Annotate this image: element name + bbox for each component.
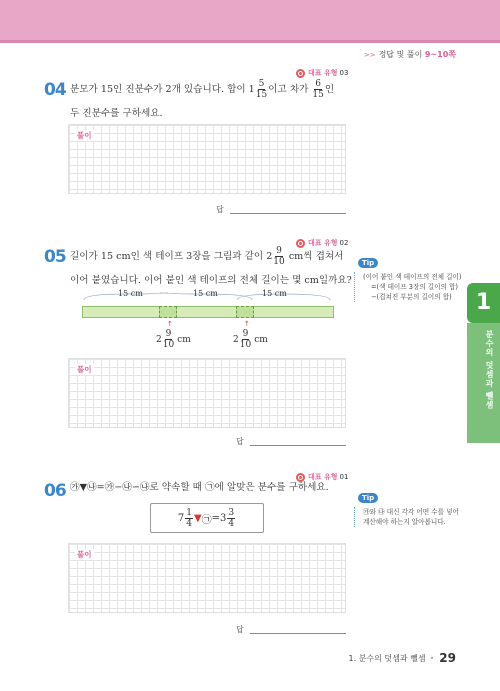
type-tag-label: 대표 유형 xyxy=(308,239,338,247)
overlap-unit: cm xyxy=(177,334,191,345)
tape-overlap-2 xyxy=(236,306,254,318)
top-banner-line xyxy=(0,40,500,43)
eq-operator: ▼ xyxy=(193,512,202,524)
answer-ref-text: 정답 및 풀이 xyxy=(378,50,423,59)
q04-answer-label: 답 xyxy=(216,205,224,214)
q04-text-line2: 두 진분수를 구하세요. xyxy=(70,108,163,119)
fraction-denominator: 15 xyxy=(312,90,324,100)
fraction-denominator: 10 xyxy=(162,340,175,350)
q04-text-a: 분모가 15인 진분수가 2개 있습니다. 합이 1 xyxy=(70,84,255,95)
q04-number: 04 xyxy=(44,80,66,100)
fraction xyxy=(256,79,267,100)
fraction xyxy=(312,79,323,100)
overlap-unit: cm xyxy=(254,334,268,345)
q04-text-c: 인 xyxy=(324,84,335,95)
fraction-numerator: 1 xyxy=(186,507,192,518)
q04-text xyxy=(70,78,355,126)
q06-work-area[interactable] xyxy=(68,543,346,613)
footer-chapter: 1. 분수의 덧셈과 뺄셈 xyxy=(348,653,426,663)
q06-tip xyxy=(354,485,462,527)
fraction-denominator: 10 xyxy=(239,340,252,350)
eq-left-whole: 7 xyxy=(177,512,185,524)
color-tape xyxy=(82,306,334,318)
q04-answer-line[interactable] xyxy=(230,213,346,214)
tip-line: −(겹쳐진 부분의 길이의 합) xyxy=(371,293,452,301)
tip-line: (이어 붙인 색 테이프의 전체 길이) xyxy=(363,273,462,281)
eq-right-whole: 3 xyxy=(220,512,227,524)
tip-line: =(색 테이프 3장의 길이의 합) xyxy=(371,283,458,291)
tip-badge: Tip xyxy=(358,493,378,503)
fraction xyxy=(240,329,251,350)
fraction-numerator: 9 xyxy=(242,329,249,339)
fraction xyxy=(185,508,193,529)
eq-variable: ㉠ xyxy=(201,514,212,526)
q06-text: ㉮▼㉯=㉮−㉯−㉯로 약속할 때 ㉠에 알맞은 분수를 구하세요. xyxy=(70,482,329,493)
q05-text xyxy=(70,245,360,293)
q05-text-line2: 이어 붙였습니다. 이어 붙인 색 테이프의 전체 길이는 몇 cm일까요? xyxy=(70,275,352,286)
tape-overlap-1 xyxy=(159,306,177,318)
q06-number: 06 xyxy=(44,481,66,501)
overlap-arrow-1: ↑ xyxy=(167,320,173,328)
overlap-label-1 xyxy=(156,329,191,350)
q06-equation-box xyxy=(150,503,264,533)
tip-badge: Tip xyxy=(358,258,378,268)
fraction-numerator: 6 xyxy=(315,79,322,89)
fraction-denominator: 4 xyxy=(228,518,235,529)
tape-label-2: 15 cm xyxy=(193,289,218,298)
q05-number: 05 xyxy=(44,247,66,267)
double-arrow-icon: >> xyxy=(363,51,376,59)
q06-answer-label: 답 xyxy=(236,625,244,634)
q04-work-area[interactable] xyxy=(68,124,346,194)
q04-text-b: 이고 차가 xyxy=(268,84,309,95)
fraction-denominator: 4 xyxy=(186,518,192,529)
tip-body: ㉮와 ㉯ 대신 각각 어떤 수를 넣어 계산해야 하는지 알아봅니다. xyxy=(354,507,462,527)
tape-label-3: 15 cm xyxy=(262,289,287,298)
answer-ref-pages: 9~10쪽 xyxy=(424,50,456,59)
fraction-numerator: 9 xyxy=(276,246,282,256)
fraction-denominator: 10 xyxy=(273,257,285,267)
fraction-denominator: 15 xyxy=(255,90,268,100)
q05-answer-label: 답 xyxy=(236,437,244,446)
fraction-numerator: 9 xyxy=(165,329,172,339)
q05-text-b: cm씩 겹쳐서 xyxy=(288,251,344,262)
q05-work-area[interactable] xyxy=(68,358,346,428)
overlap-label-2 xyxy=(233,329,268,350)
overlap-whole: 2 xyxy=(156,334,162,345)
target-icon xyxy=(296,69,305,78)
fraction-numerator: 5 xyxy=(258,79,265,89)
page-number: 29 xyxy=(439,651,456,665)
type-tag-label: 대표 유형 xyxy=(308,69,338,77)
chapter-title: 분수의 덧셈과 뺄셈 xyxy=(485,330,494,410)
page-footer xyxy=(348,651,456,665)
type-tag-number: 01 xyxy=(339,473,349,481)
fraction xyxy=(227,508,235,529)
q05-answer-line[interactable] xyxy=(250,445,346,446)
work-label: 풀이 xyxy=(77,365,92,374)
chapter-tab: 1 xyxy=(467,283,500,323)
top-banner xyxy=(0,0,500,43)
eq-equals: = xyxy=(211,512,221,524)
fraction-numerator: 3 xyxy=(228,507,235,518)
fraction xyxy=(273,246,284,267)
work-label: 풀이 xyxy=(77,131,92,140)
type-tag-number: 03 xyxy=(339,69,349,77)
footer-dot: • xyxy=(429,653,435,663)
tape-label-1: 15 cm xyxy=(118,289,143,298)
type-tag-number: 02 xyxy=(339,239,349,247)
q05-text-a: 길이가 15 cm인 색 테이프 3장을 그림과 같이 2 xyxy=(70,251,273,262)
type-tag-label: 대표 유형 xyxy=(308,473,338,481)
overlap-whole: 2 xyxy=(233,334,239,345)
q04-type-tag xyxy=(296,68,348,78)
q05-tip xyxy=(354,250,462,302)
answer-reference xyxy=(364,49,456,60)
fraction xyxy=(163,329,174,350)
q06-answer-line[interactable] xyxy=(250,633,346,634)
work-label: 풀이 xyxy=(77,550,92,559)
overlap-arrow-2: ↑ xyxy=(244,320,250,328)
tip-body xyxy=(354,272,462,302)
